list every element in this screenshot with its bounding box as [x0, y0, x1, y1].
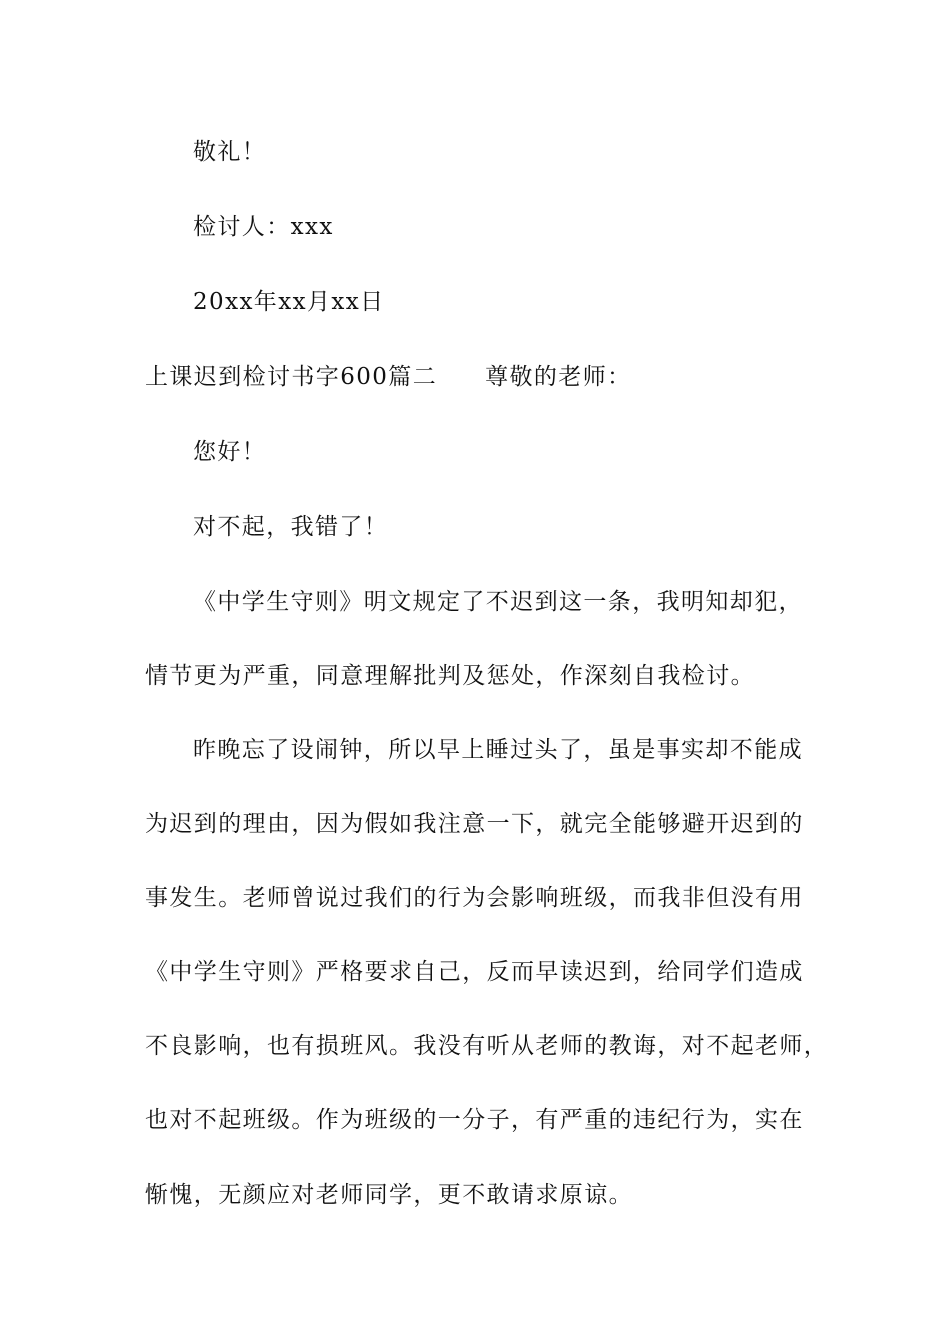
section-title: 上课迟到检讨书字600篇二: [145, 364, 438, 390]
closing-salute: 敬礼！: [193, 139, 267, 165]
paragraph2-line: 事发生。老师曾说过我们的行为会影响班级，而我非但没有用: [145, 885, 804, 911]
apology: 对不起，我错了！: [193, 514, 389, 540]
salutation: 尊敬的老师：: [485, 364, 632, 390]
paragraph2-line: 昨晚忘了设闹钟，所以早上睡过头了，虽是事实却不能成: [193, 737, 803, 763]
section-heading-row: [145, 362, 632, 392]
paragraph2-line: 不良影响，也有损班风。我没有听从老师的教诲，对不起老师，: [145, 1033, 829, 1059]
signer-line: 检讨人：xxx: [193, 214, 334, 240]
paragraph1-line: 情节更为严重，同意理解批判及惩处，作深刻自我检讨。: [145, 663, 755, 689]
paragraph2-line: 《中学生守则》严格要求自己，反而早读迟到，给同学们造成: [145, 959, 804, 985]
paragraph2-line: 为迟到的理由，因为假如我注意一下，就完全能够避开迟到的: [145, 811, 804, 837]
date-line: 20xx年xx月xx日: [193, 289, 385, 315]
paragraph2-line: 惭愧，无颜应对老师同学，更不敢请求原谅。: [145, 1182, 633, 1208]
paragraph2-line: 也对不起班级。作为班级的一分子，有严重的违纪行为，实在: [145, 1107, 804, 1133]
greeting: 您好！: [193, 439, 267, 465]
paragraph1-line: 《中学生守则》明文规定了不迟到这一条，我明知却犯，: [193, 589, 803, 615]
